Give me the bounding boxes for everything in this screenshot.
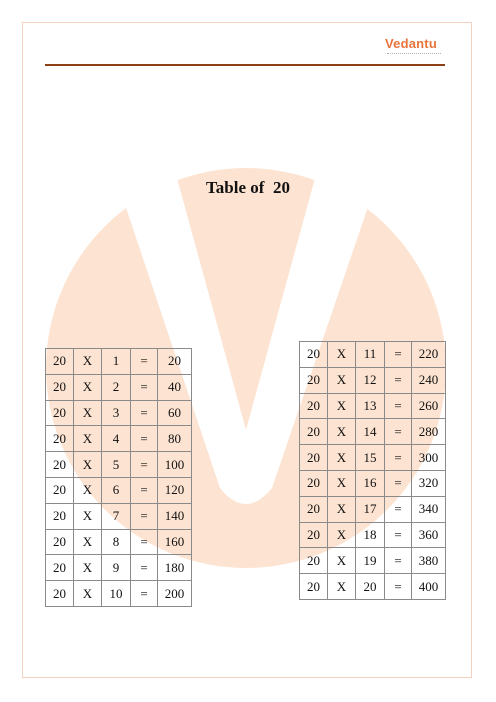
table-row [46,581,192,607]
product-cell: 340 [412,496,446,522]
equals-cell: = [385,496,412,522]
product-cell: 120 [158,477,192,503]
multiplier-cell: 6 [102,477,131,503]
equals-cell: = [131,374,158,400]
multiplication-table-left [45,348,192,607]
product-cell: 80 [158,426,192,452]
operator-cell: X [74,477,102,503]
product-cell: 200 [158,581,192,607]
product-cell: 220 [412,342,446,368]
operator-cell: X [328,470,356,496]
multiplicand-cell: 20 [300,393,328,419]
logo-tagline-line [387,53,441,56]
multiplier-cell: 5 [102,452,131,478]
equals-cell: = [131,529,158,555]
product-cell: 260 [412,393,446,419]
table-row [46,529,192,555]
multiplier-cell: 15 [356,445,385,471]
product-cell: 160 [158,529,192,555]
multiplier-cell: 8 [102,529,131,555]
operator-cell: X [74,374,102,400]
multiplicand-cell: 20 [300,496,328,522]
multiplier-cell: 18 [356,522,385,548]
equals-cell: = [131,555,158,581]
operator-cell: X [328,574,356,600]
product-cell: 300 [412,445,446,471]
multiplier-cell: 20 [356,574,385,600]
table-row [300,496,446,522]
table-row [300,470,446,496]
equals-cell: = [385,574,412,600]
table-row [300,342,446,368]
multiplicand-cell: 20 [46,503,74,529]
multiplier-cell: 11 [356,342,385,368]
table-row [46,503,192,529]
equals-cell: = [385,342,412,368]
operator-cell: X [328,342,356,368]
product-cell: 180 [158,555,192,581]
product-cell: 140 [158,503,192,529]
table-row [300,445,446,471]
table-row [46,452,192,478]
multiplicand-cell: 20 [300,419,328,445]
multiplicand-cell: 20 [300,445,328,471]
equals-cell: = [131,477,158,503]
product-cell: 60 [158,400,192,426]
equals-cell: = [131,400,158,426]
multiplicand-cell: 20 [46,426,74,452]
multiplicand-cell: 20 [46,477,74,503]
multiplicand-cell: 20 [300,470,328,496]
multiplier-cell: 3 [102,400,131,426]
operator-cell: X [74,400,102,426]
multiplicand-cell: 20 [46,374,74,400]
product-cell: 360 [412,522,446,548]
product-cell: 380 [412,548,446,574]
equals-cell: = [131,503,158,529]
table-row [300,574,446,600]
equals-cell: = [385,367,412,393]
equals-cell: = [385,522,412,548]
multiplicand-cell: 20 [300,548,328,574]
multiplier-cell: 2 [102,374,131,400]
multiplier-cell: 19 [356,548,385,574]
product-cell: 240 [412,367,446,393]
multiplicand-cell: 20 [300,367,328,393]
multiplier-cell: 13 [356,393,385,419]
table-row [300,393,446,419]
multiplicand-cell: 20 [46,400,74,426]
table-row [46,426,192,452]
operator-cell: X [74,529,102,555]
equals-cell: = [385,470,412,496]
operator-cell: X [328,367,356,393]
multiplier-cell: 4 [102,426,131,452]
multiplier-cell: 7 [102,503,131,529]
operator-cell: X [74,452,102,478]
logo-wordmark: Vedantu [385,36,437,51]
operator-cell: X [328,548,356,574]
equals-cell: = [385,393,412,419]
multiplier-cell: 12 [356,367,385,393]
multiplier-cell: 17 [356,496,385,522]
product-cell: 320 [412,470,446,496]
multiplicand-cell: 20 [46,555,74,581]
equals-cell: = [131,581,158,607]
multiplier-cell: 14 [356,419,385,445]
operator-cell: X [328,445,356,471]
operator-cell: X [328,522,356,548]
product-cell: 40 [158,374,192,400]
equals-cell: = [385,548,412,574]
table-row [300,548,446,574]
operator-cell: X [74,349,102,375]
multiplier-cell: 16 [356,470,385,496]
operator-cell: X [74,503,102,529]
table-row [46,374,192,400]
table-row [300,367,446,393]
operator-cell: X [74,581,102,607]
operator-cell: X [74,426,102,452]
table-row [300,419,446,445]
equals-cell: = [131,349,158,375]
multiplicand-cell: 20 [300,342,328,368]
product-cell: 280 [412,419,446,445]
multiplier-cell: 1 [102,349,131,375]
table-row [46,400,192,426]
product-cell: 400 [412,574,446,600]
multiplication-table-right [299,341,446,600]
vedantu-logo [385,36,445,60]
table-row [46,555,192,581]
product-cell: 20 [158,349,192,375]
header-divider [45,64,445,66]
equals-cell: = [131,452,158,478]
equals-cell: = [385,419,412,445]
multiplicand-cell: 20 [46,581,74,607]
table-row [46,477,192,503]
multiplicand-cell: 20 [300,574,328,600]
multiplier-cell: 9 [102,555,131,581]
table-row [300,522,446,548]
multiplicand-cell: 20 [46,452,74,478]
multiplicand-cell: 20 [46,349,74,375]
multiplicand-cell: 20 [300,522,328,548]
operator-cell: X [328,419,356,445]
equals-cell: = [385,445,412,471]
page-title: Table of 20 [206,178,290,197]
operator-cell: X [328,496,356,522]
equals-cell: = [131,426,158,452]
table-row [46,349,192,375]
multiplier-cell: 10 [102,581,131,607]
operator-cell: X [328,393,356,419]
multiplicand-cell: 20 [46,529,74,555]
product-cell: 100 [158,452,192,478]
operator-cell: X [74,555,102,581]
